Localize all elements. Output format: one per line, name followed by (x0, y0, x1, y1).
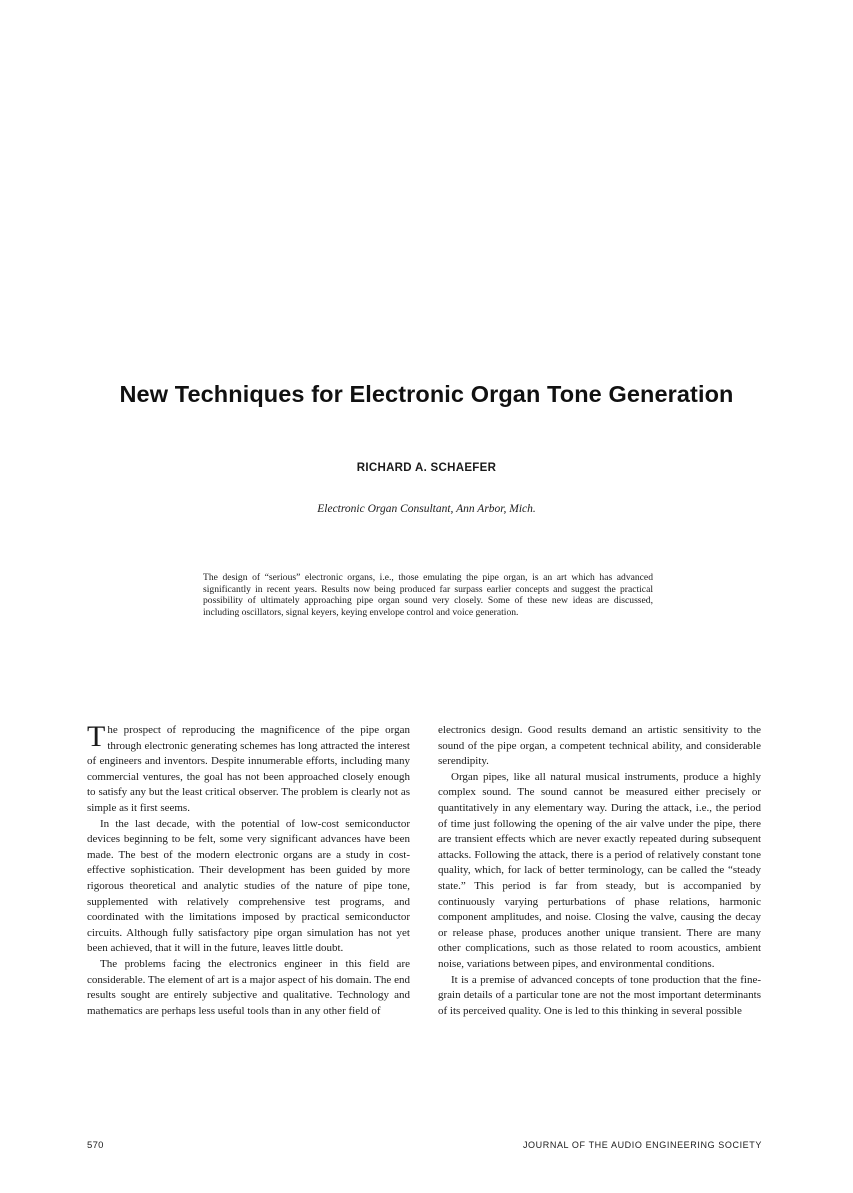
article-title: New Techniques for Electronic Organ Tone Generation (119, 381, 734, 407)
body-column-left (87, 720, 410, 1019)
author-affiliation: Electronic Organ Consultant, Ann Arbor, Mich. (317, 503, 536, 515)
paragraph: It is a premise of advanced concepts of tone production that the fine-grain details of a particular tone are not the most important determinants of its perceived quality. One is led to this thinking in several possible (438, 973, 761, 1017)
abstract: The design of “serious” electronic organs, i.e., those emulating the pipe organ, is an art which has advanced significantly in recent years. Results now being produced far surpass earlier concepts and suggest the practical possibility of ultimately approaching pipe organ sound very closely. Some of these new ideas are discussed, including oscillators, signal keyers, keying envelope control and voice generation. (203, 572, 653, 618)
paragraph: Organ pipes, like all natural musical instruments, produce a highly complex sound. The sound cannot be measured either precisely or quantitatively in any elementary way. During the attack, i.e., the period of time just following the opening of the air valve under the pipe, there are transient effects which are never exactly repeated during subsequent attacks. Following the attack, there is a period of relatively constant tone quality, which, for lack of better terminology, can be called the “steady state.” This period is far from steady, but is accompanied by continuously varying perturbations of phase relations, harmonic component amplitudes, and noise. Closing the valve, causing the decay or release phase, produces another unique transient. There are many other complications, such as those related to room acoustics, ambient noise, variations between pipes, and environmental conditions. (438, 770, 761, 970)
paragraph: The prospect of reproducing the magnificence of the pipe organ through electronic generating schemes has long attracted the interest of engineers and inventors. Despite innumerable efforts, including many commercial ventures, the goal has not been approached closely enough to satisfy any but the least critical observer. The problem is clearly not as simple as it first seems. (87, 720, 410, 814)
author-name: RICHARD A. SCHAEFER (356, 462, 497, 474)
drop-cap: T (87, 720, 106, 753)
journal-name: JOURNAL OF THE AUDIO ENGINEERING SOCIETY (522, 1140, 762, 1150)
body-column-right (438, 723, 761, 1019)
paragraph: In the last decade, with the potential of low-cost semiconductor devices beginning to be felt, some very significant advances have been made. The best of the modern electronic organs are a study in cost-effective sophistication. Their development has been guided by more rigorous theoretical and analytic studies of the nature of pipe tone, supplemented with relatively comprehensive test programs, and coordinated with the limitations imposed by practical semiconductor circuits. Although fully satisfactory pipe organ simulation has not yet been achieved, that it will in the future, leaves little doubt. (87, 817, 410, 955)
paragraph: electronics design. Good results demand an artistic sensitivity to the sound of the pipe organ, a competent technical ability, and considerable serendipity. (438, 724, 761, 768)
paragraph: The problems facing the electronics engineer in this field are considerable. The element of art is a major aspect of his domain. The end results sought are entirely subjective and qualitative. Technology and mathematics are perhaps less useful tools than in any other field of (87, 957, 410, 1017)
page-number: 570 (87, 1140, 104, 1151)
